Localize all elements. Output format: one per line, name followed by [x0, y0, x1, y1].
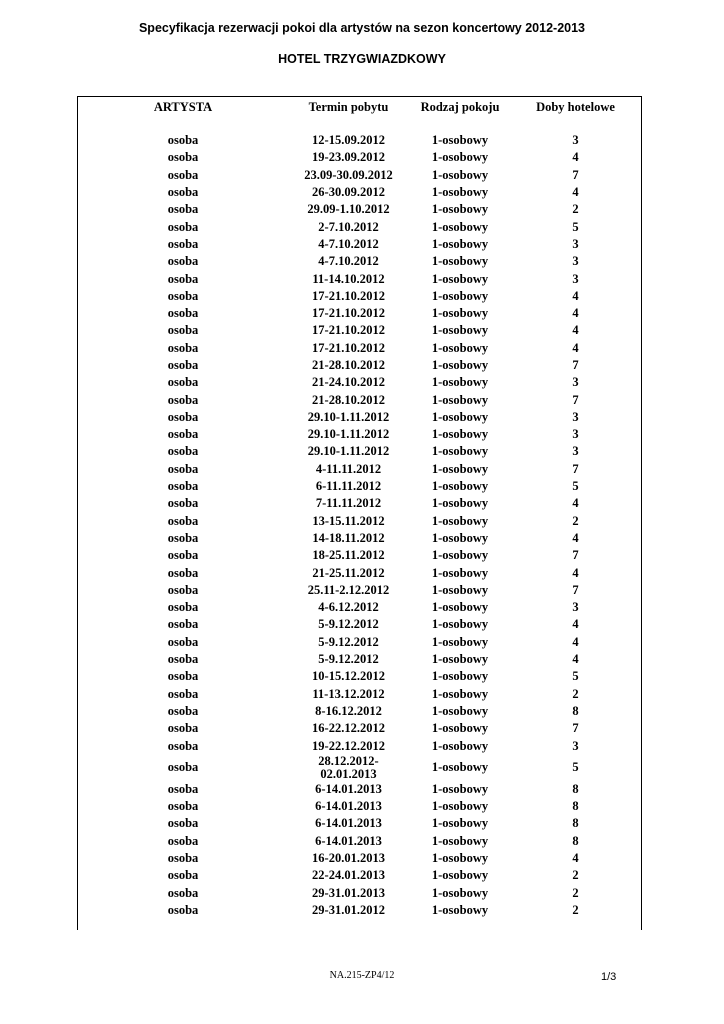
table-row [79, 781, 641, 798]
table-row [79, 409, 641, 426]
table-row [79, 755, 641, 781]
hotel-nights-cell: 7 [572, 358, 579, 372]
hotel-nights-cell: 2 [572, 885, 579, 900]
page-number: 1/3 [601, 971, 617, 983]
hotel-subtitle: HOTEL TRZYGWIAZDKOWY [278, 52, 446, 66]
stay-period-cell: 6-11.11.2012 [315, 479, 382, 494]
table-row [79, 357, 641, 374]
stay-period-cell: 6-14.01.2013 [315, 799, 382, 814]
stay-period-cell: 2-7.10.2012 [318, 219, 379, 234]
room-type-cell: 1-osobowy [431, 565, 489, 580]
table-row [79, 833, 641, 850]
room-type-cell: 1-osobowy [431, 738, 489, 753]
artist-cell: osoba [167, 219, 199, 234]
artist-cell: osoba [167, 548, 199, 563]
artist-cell: osoba [167, 851, 199, 866]
hotel-nights-cell: 4 [572, 652, 579, 667]
hotel-nights-cell: 8 [572, 799, 579, 814]
hotel-nights-cell: 4 [572, 851, 579, 866]
room-type-cell: 1-osobowy [431, 513, 489, 528]
table-row [79, 634, 641, 651]
room-type-cell: 1-osobowy [431, 288, 489, 303]
artist-cell: osoba [167, 634, 199, 649]
table-row [79, 167, 641, 184]
table-row [79, 305, 641, 322]
table-row [79, 668, 641, 685]
artist-cell: osoba [167, 617, 199, 632]
table-row [79, 720, 641, 737]
table-row [79, 599, 641, 616]
artist-cell: osoba [167, 738, 199, 753]
stay-period-cell: 22-24.01.2013 [312, 868, 385, 883]
artist-cell: osoba [167, 868, 199, 883]
stay-period-cell: 6-14.01.2013 [315, 816, 382, 831]
room-type-cell: 1-osobowy [431, 496, 489, 511]
artist-cell: osoba [167, 306, 199, 321]
room-type-cell: 1-osobowy [431, 530, 489, 545]
hotel-nights-cell: 7 [572, 548, 579, 563]
hotel-nights-cell: 4 [572, 565, 579, 580]
hotel-nights-cell: 3 [572, 444, 579, 459]
room-type-cell: 1-osobowy [431, 816, 489, 831]
room-type-cell: 1-osobowy [431, 409, 489, 424]
artist-cell: osoba [167, 288, 199, 303]
artist-cell: osoba [167, 202, 199, 217]
artist-cell: osoba [167, 530, 199, 545]
artist-cell: osoba [167, 375, 199, 390]
hotel-nights-cell: 7 [572, 392, 579, 407]
room-type-cell: 1-osobowy [431, 902, 489, 917]
artist-cell: osoba [167, 167, 199, 182]
hotel-nights-cell: 3 [572, 409, 579, 424]
hotel-nights-cell: 2 [572, 686, 579, 701]
table-row [79, 201, 641, 218]
hotel-nights-cell: 2 [572, 202, 579, 217]
artist-cell: osoba [167, 703, 199, 718]
table-row [79, 270, 641, 287]
table-row [79, 815, 641, 832]
room-type-cell: 1-osobowy [431, 150, 489, 165]
table-row [79, 902, 641, 919]
stay-period-cell: 29.10-1.11.2012 [307, 409, 390, 424]
stay-period-cell: 28.12.2012- 02.01.2013 [318, 753, 379, 781]
stay-period-cell: 16-22.12.2012 [312, 721, 385, 736]
room-type-cell: 1-osobowy [431, 885, 489, 900]
artist-cell: osoba [167, 461, 199, 476]
stay-period-cell: 16-20.01.2013 [312, 851, 385, 866]
artist-cell: osoba [167, 133, 199, 148]
hotel-nights-cell: 3 [572, 427, 579, 442]
stay-period-cell: 11-13.12.2012 [312, 686, 385, 701]
room-type-cell: 1-osobowy [431, 375, 489, 390]
hotel-nights-cell: 7 [572, 461, 579, 476]
stay-period-cell: 14-18.11.2012 [312, 530, 385, 545]
room-type-cell: 1-osobowy [431, 323, 489, 338]
artist-cell: osoba [167, 669, 199, 684]
hotel-nights-cell: 5 [572, 479, 579, 494]
room-type-cell: 1-osobowy [431, 799, 489, 814]
hotel-nights-cell: 2 [572, 513, 579, 528]
hotel-nights-cell: 4 [572, 185, 579, 200]
table-row [79, 616, 641, 633]
hotel-nights-cell: 4 [572, 496, 579, 511]
room-type-cell: 1-osobowy [431, 133, 489, 148]
stay-period-cell: 10-15.12.2012 [312, 669, 385, 684]
room-type-cell: 1-osobowy [431, 652, 489, 667]
hotel-nights-cell: 3 [572, 600, 579, 615]
document-reference-code: NA.215-ZP4/12 [329, 970, 395, 981]
stay-period-cell: 4-7.10.2012 [318, 254, 379, 269]
room-type-cell: 1-osobowy [431, 851, 489, 866]
stay-period-cell: 29.09-1.10.2012 [307, 202, 390, 217]
artist-cell: osoba [167, 799, 199, 814]
table-row [79, 236, 641, 253]
hotel-nights-cell: 3 [572, 133, 579, 148]
hotel-nights-cell: 8 [572, 816, 579, 831]
stay-period-cell: 17-21.10.2012 [312, 340, 385, 355]
artist-cell: osoba [167, 236, 199, 251]
stay-period-cell: 21-24.10.2012 [312, 375, 385, 390]
room-type-cell: 1-osobowy [431, 202, 489, 217]
stay-period-cell: 7-11.11.2012 [315, 496, 382, 511]
room-type-cell: 1-osobowy [431, 582, 489, 597]
hotel-nights-cell: 4 [572, 150, 579, 165]
hotel-nights-cell: 4 [572, 634, 579, 649]
table-row [79, 884, 641, 901]
artist-cell: osoba [167, 582, 199, 597]
stay-period-cell: 4-7.10.2012 [318, 236, 379, 251]
table-row [79, 374, 641, 391]
room-type-cell: 1-osobowy [431, 185, 489, 200]
room-type-cell: 1-osobowy [431, 721, 489, 736]
stay-period-cell: 17-21.10.2012 [312, 306, 385, 321]
room-type-cell: 1-osobowy [431, 760, 489, 775]
hotel-nights-cell: 3 [572, 738, 579, 753]
artist-cell: osoba [167, 340, 199, 355]
document-title: Specyfikacja rezerwacji pokoi dla artystów na sezon koncertowy 2012-2013 [138, 21, 586, 35]
room-type-cell: 1-osobowy [431, 461, 489, 476]
header-spacer-row [79, 116, 641, 132]
table-row [79, 850, 641, 867]
column-header-artist: ARTYSTA [153, 100, 213, 114]
artist-cell: osoba [167, 323, 199, 338]
stay-period-cell: 5-9.12.2012 [318, 617, 379, 632]
stay-period-cell: 29.10-1.11.2012 [307, 444, 390, 459]
stay-period-cell: 4-11.11.2012 [315, 461, 382, 476]
hotel-nights-cell: 8 [572, 781, 579, 796]
table-row [79, 184, 641, 201]
room-type-cell: 1-osobowy [431, 254, 489, 269]
table-row [79, 530, 641, 547]
artist-cell: osoba [167, 358, 199, 372]
stay-period-cell: 4-6.12.2012 [318, 600, 379, 615]
table-row [79, 686, 641, 703]
room-type-cell: 1-osobowy [431, 392, 489, 407]
artist-cell: osoba [167, 652, 199, 667]
artist-cell: osoba [167, 254, 199, 269]
column-header-stay-period: Termin pobytu [308, 100, 389, 114]
table-row [79, 288, 641, 305]
hotel-nights-cell: 4 [572, 288, 579, 303]
stay-period-cell: 26-30.09.2012 [312, 185, 385, 200]
hotel-nights-cell: 5 [572, 219, 579, 234]
stay-period-cell: 11-14.10.2012 [312, 271, 385, 286]
room-type-cell: 1-osobowy [431, 358, 489, 372]
hotel-nights-cell: 4 [572, 306, 579, 321]
room-type-cell: 1-osobowy [431, 686, 489, 701]
room-type-cell: 1-osobowy [431, 340, 489, 355]
hotel-nights-cell: 3 [572, 375, 579, 390]
room-type-cell: 1-osobowy [431, 479, 489, 494]
stay-period-cell: 21-28.10.2012 [312, 358, 385, 372]
stay-period-cell: 29-31.01.2013 [312, 885, 385, 900]
room-type-cell: 1-osobowy [431, 781, 489, 796]
hotel-nights-cell: 7 [572, 582, 579, 597]
table-row [79, 340, 641, 357]
table-header-row [79, 99, 641, 116]
room-type-cell: 1-osobowy [431, 703, 489, 718]
room-type-cell: 1-osobowy [431, 669, 489, 684]
stay-period-cell: 6-14.01.2013 [315, 781, 382, 796]
artist-cell: osoba [167, 721, 199, 736]
table-row [79, 651, 641, 668]
room-type-cell: 1-osobowy [431, 219, 489, 234]
hotel-nights-cell: 3 [572, 254, 579, 269]
artist-cell: osoba [167, 902, 199, 917]
table-row [79, 391, 641, 408]
stay-period-cell: 19-22.12.2012 [312, 738, 385, 753]
hotel-nights-cell: 8 [572, 833, 579, 848]
room-type-cell: 1-osobowy [431, 271, 489, 286]
artist-cell: osoba [167, 479, 199, 494]
room-type-cell: 1-osobowy [431, 868, 489, 883]
hotel-nights-cell: 4 [572, 617, 579, 632]
table-row [79, 426, 641, 443]
hotel-nights-cell: 8 [572, 703, 579, 718]
table-row [79, 582, 641, 599]
artist-cell: osoba [167, 565, 199, 580]
stay-period-cell: 29-31.01.2012 [312, 902, 385, 917]
artist-cell: osoba [167, 760, 199, 775]
artist-cell: osoba [167, 427, 199, 442]
hotel-nights-cell: 4 [572, 340, 579, 355]
artist-cell: osoba [167, 150, 199, 165]
room-type-cell: 1-osobowy [431, 167, 489, 182]
column-header-hotel-nights: Doby hotelowe [536, 100, 615, 114]
reservation-table [79, 99, 641, 919]
room-type-cell: 1-osobowy [431, 427, 489, 442]
hotel-nights-cell: 3 [572, 271, 579, 286]
stay-period-cell: 25.11-2.12.2012 [307, 582, 390, 597]
table-row [79, 149, 641, 166]
hotel-nights-cell: 4 [572, 323, 579, 338]
artist-cell: osoba [167, 816, 199, 831]
artist-cell: osoba [167, 781, 199, 796]
artist-cell: osoba [167, 271, 199, 286]
stay-period-cell: 8-16.12.2012 [315, 703, 382, 718]
hotel-nights-cell: 5 [572, 669, 579, 684]
artist-cell: osoba [167, 444, 199, 459]
artist-cell: osoba [167, 185, 199, 200]
table-row [79, 703, 641, 720]
room-type-cell: 1-osobowy [431, 617, 489, 632]
hotel-nights-cell: 2 [572, 902, 579, 917]
stay-period-cell: 17-21.10.2012 [312, 288, 385, 303]
table-row [79, 443, 641, 460]
stay-period-cell: 6-14.01.2013 [315, 833, 382, 848]
artist-cell: osoba [167, 392, 199, 407]
hotel-nights-cell: 5 [572, 760, 579, 775]
stay-period-cell: 17-21.10.2012 [312, 323, 385, 338]
artist-cell: osoba [167, 885, 199, 900]
table-row [79, 218, 641, 235]
table-row [79, 547, 641, 564]
stay-period-cell: 13-15.11.2012 [312, 513, 385, 528]
artist-cell: osoba [167, 409, 199, 424]
table-row [79, 495, 641, 512]
table-row [79, 798, 641, 815]
table-row [79, 564, 641, 581]
table-row [79, 737, 641, 754]
column-header-room-type: Rodzaj pokoju [420, 100, 500, 114]
room-type-cell: 1-osobowy [431, 548, 489, 563]
stay-period-cell: 12-15.09.2012 [312, 133, 385, 148]
hotel-nights-cell: 4 [572, 530, 579, 545]
stay-period-cell: 21-28.10.2012 [312, 392, 385, 407]
table-row [79, 867, 641, 884]
artist-cell: osoba [167, 600, 199, 615]
hotel-nights-cell: 7 [572, 167, 579, 182]
stay-period-cell: 19-23.09.2012 [312, 150, 385, 165]
room-type-cell: 1-osobowy [431, 600, 489, 615]
stay-period-cell: 23.09-30.09.2012 [304, 167, 393, 182]
room-type-cell: 1-osobowy [431, 444, 489, 459]
table-row [79, 253, 641, 270]
artist-cell: osoba [167, 496, 199, 511]
table-row [79, 132, 641, 149]
room-type-cell: 1-osobowy [431, 833, 489, 848]
hotel-nights-cell: 2 [572, 868, 579, 883]
artist-cell: osoba [167, 513, 199, 528]
room-type-cell: 1-osobowy [431, 634, 489, 649]
table-row [79, 513, 641, 530]
room-type-cell: 1-osobowy [431, 236, 489, 251]
artist-cell: osoba [167, 686, 199, 701]
table-row [79, 461, 641, 478]
stay-period-cell: 21-25.11.2012 [312, 565, 385, 580]
stay-period-cell: 5-9.12.2012 [318, 652, 379, 667]
stay-period-cell: 18-25.11.2012 [312, 548, 385, 563]
table-row [79, 322, 641, 339]
room-type-cell: 1-osobowy [431, 306, 489, 321]
hotel-nights-cell: 7 [572, 721, 579, 736]
stay-period-cell: 29.10-1.11.2012 [307, 427, 390, 442]
hotel-nights-cell: 3 [572, 236, 579, 251]
table-row [79, 478, 641, 495]
artist-cell: osoba [167, 833, 199, 848]
stay-period-cell: 5-9.12.2012 [318, 634, 379, 649]
